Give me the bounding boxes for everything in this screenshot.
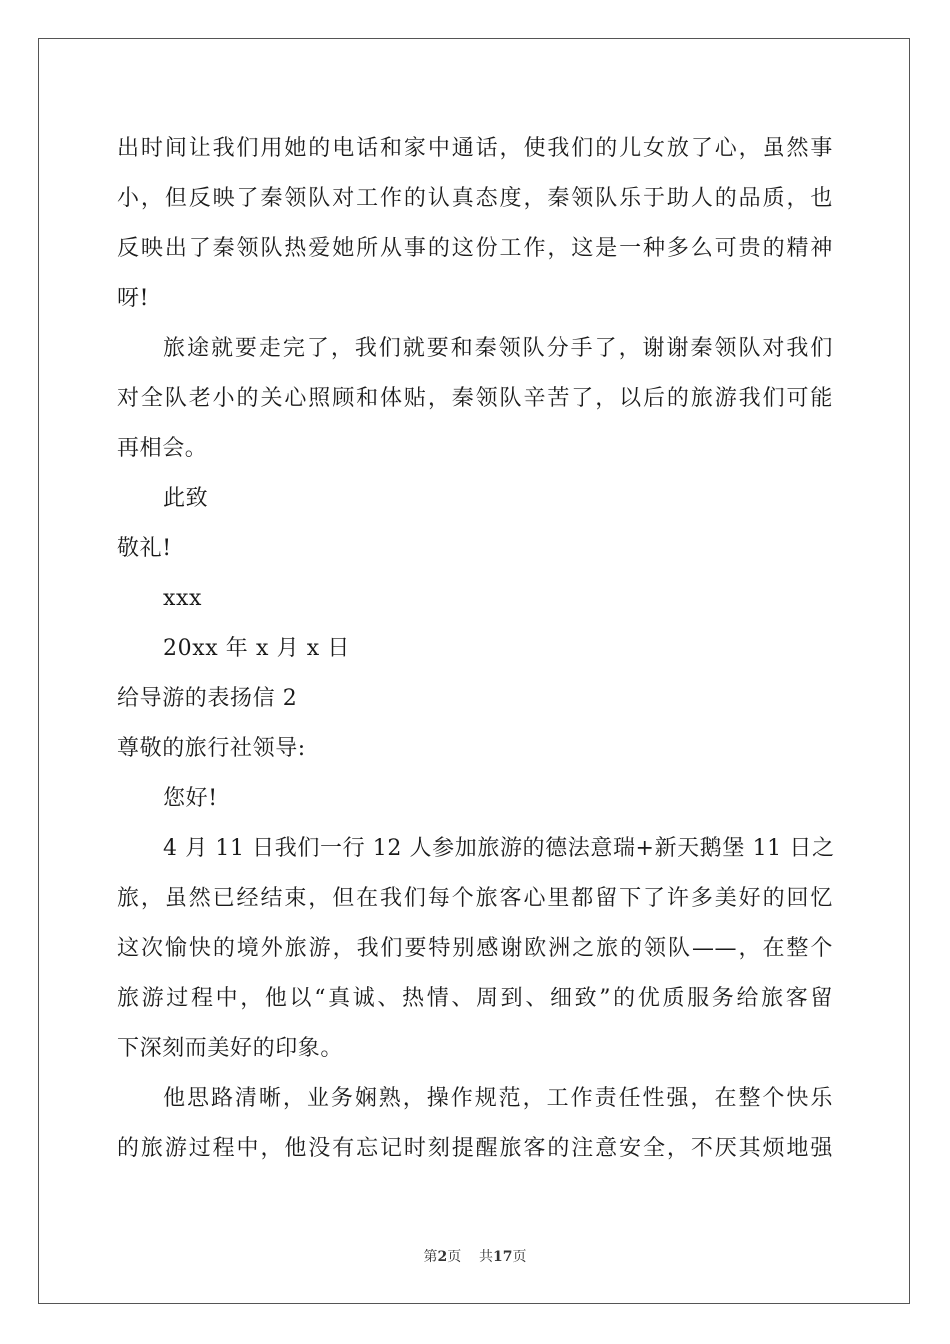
text-line: 旅途就要走完了，我们就要和秦领队分手了，谢谢秦领队对我们 [163, 336, 833, 361]
text-line: 反映出了秦领队热爱她所从事的这份工作，这是一种多么可贵的精神 [117, 236, 833, 261]
footer-total-prefix: 共 [479, 1249, 494, 1265]
text-line: 尊敬的旅行社领导: [117, 736, 306, 761]
footer-page-suffix: 页 [447, 1249, 462, 1265]
text-line: 这次愉快的境外旅游，我们要特别感谢欧洲之旅的领队——，在整个 [117, 936, 833, 961]
text-line: 再相会。 [117, 436, 208, 461]
text-line: 旅游过程中，他以“真诚、热情、周到、细致”的优质服务给旅客留 [117, 986, 833, 1011]
text-line: 您好! [163, 786, 218, 811]
text-line: 呀! [117, 286, 150, 311]
text-line: 20xx 年 x 月 x 日 [163, 636, 350, 661]
text-line: 的旅游过程中，他没有忘记时刻提醒旅客的注意安全，不厌其烦地强 [117, 1136, 833, 1161]
text-line: 给导游的表扬信 2 [117, 686, 298, 711]
text-line: 对全队老小的关心照顾和体贴，秦领队辛苦了，以后的旅游我们可能 [117, 386, 833, 411]
text-line: 此致 [163, 486, 209, 511]
text-line: 敬礼! [117, 536, 172, 561]
page-footer [0, 1246, 950, 1266]
text-line: 小，但反映了秦领队对工作的认真态度，秦领队乐于助人的品质，也 [117, 186, 833, 211]
footer-total-pages: 17 [493, 1249, 513, 1265]
footer-total-suffix: 页 [512, 1249, 527, 1265]
text-line: 下深刻而美好的印象。 [117, 1036, 344, 1061]
document-body [117, 124, 833, 1174]
footer-page-prefix: 第 [423, 1249, 438, 1265]
text-line: 他思路清晰，业务娴熟，操作规范，工作责任性强，在整个快乐 [163, 1086, 833, 1111]
text-line: 旅，虽然已经结束，但在我们每个旅客心里都留下了许多美好的回忆 [117, 886, 833, 911]
text-line: 4 月 11 日我们一行 12 人参加旅游的德法意瑞+新天鹅堡 11 日之 [163, 836, 835, 861]
text-line: 出时间让我们用她的电话和家中通话，使我们的儿女放了心，虽然事 [117, 136, 833, 161]
text-line: xxx [163, 586, 203, 611]
footer-page-number: 2 [437, 1249, 448, 1265]
